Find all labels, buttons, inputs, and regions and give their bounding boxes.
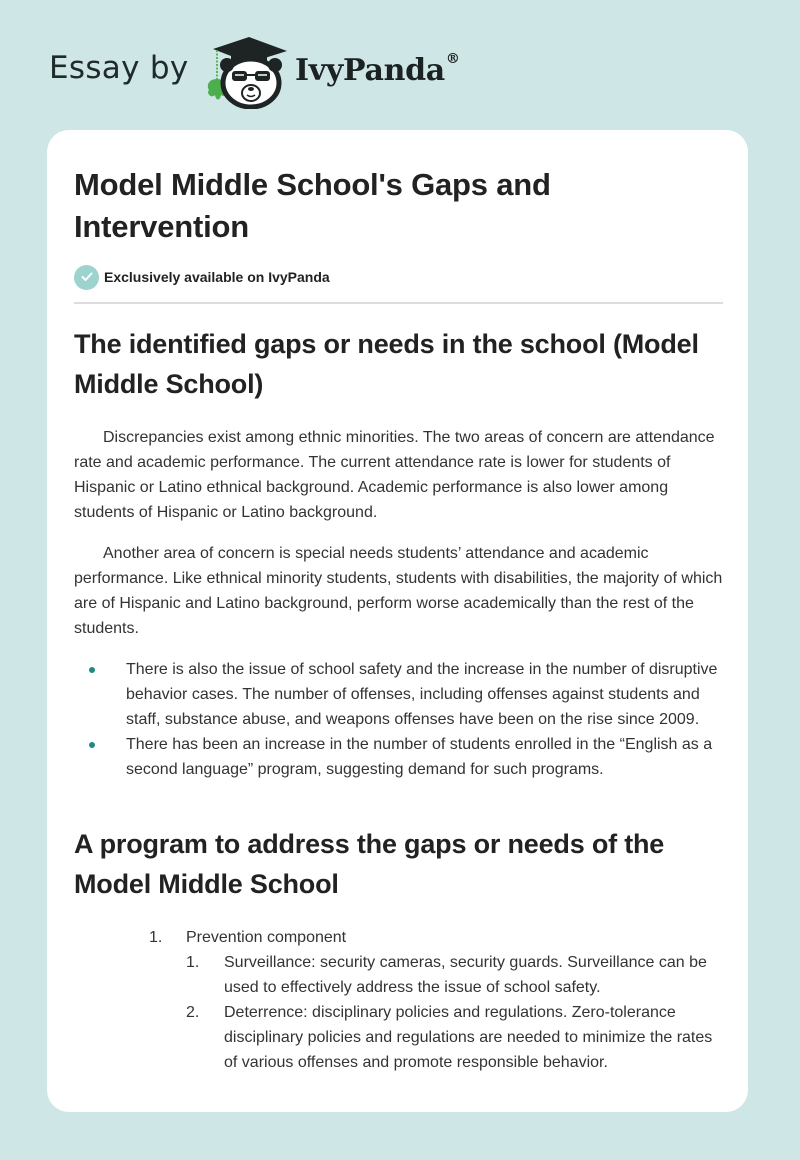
exclusive-badge	[74, 264, 330, 290]
essay-by-label: Essay by	[49, 50, 189, 86]
section-heading-gaps: The identified gaps or needs in the school (Model Middle School)	[74, 329, 699, 399]
essay-card	[47, 130, 748, 1112]
paragraph-ethnic-discrepancies: Discrepancies exist among ethnic minorities. The two areas of concern are attendance rate and academic performance. The current attendance rate is lower for students of Hispanic or Latino ethnical background. Academic performance is also lower among students of Hispanic or Latino background.	[74, 429, 715, 521]
bullet-icon	[89, 667, 95, 673]
sublist-item	[186, 950, 726, 1000]
check-icon	[74, 265, 99, 290]
brand-logo-text[interactable]	[295, 53, 460, 88]
sublist-number: 1.	[186, 954, 200, 971]
list-number: 1.	[149, 929, 163, 946]
prevention-sublist	[186, 950, 726, 1075]
registered-mark: ®	[445, 51, 460, 67]
program-list	[74, 925, 726, 1075]
title-divider	[74, 302, 723, 304]
site-header	[0, 0, 800, 130]
list-item-label: Prevention component	[186, 929, 347, 946]
list-item	[74, 657, 726, 732]
sublist-text: Deterrence: disciplinary policies and regulations. Zero-tolerance disciplinary policies and regulations are needed to minimize the rates of various offenses and promote responsible behavior.	[224, 1004, 713, 1071]
bullet-text: There is also the issue of school safety and the increase in the number of disruptive behavior cases. The number of offenses, including offenses against students and staff, substance abuse, and weapons offenses have been on the rise since 2009.	[126, 661, 718, 728]
exclusive-label: Exclusively available on IvyPanda	[104, 269, 330, 285]
concerns-bullet-list	[74, 657, 726, 782]
section-heading-program: A program to address the gaps or needs of the Model Middle School	[74, 829, 665, 899]
sublist-text: Surveillance: security cameras, security guards. Surveillance can be used to effectively address the issue of school safety.	[224, 954, 707, 996]
page-title: Model Middle School's Gaps and Intervention	[74, 167, 551, 244]
bullet-text: There has been an increase in the number of students enrolled in the “English as a second language” program, suggesting demand for such programs.	[126, 736, 713, 778]
list-item	[74, 732, 726, 782]
list-item	[74, 925, 726, 1075]
brand-name: IvyPanda	[295, 53, 445, 88]
bullet-icon	[89, 742, 95, 748]
sublist-item	[186, 1000, 726, 1075]
panda-graduation-cap-icon[interactable]	[203, 35, 291, 109]
paragraph-special-needs: Another area of concern is special needs students’ attendance and academic performance. Like ethnical minority students, students with disabilities, the majority of which are of Hispanic and Latino background, perform worse academically than the rest of the students.	[74, 545, 723, 637]
sublist-number: 2.	[186, 1004, 200, 1021]
